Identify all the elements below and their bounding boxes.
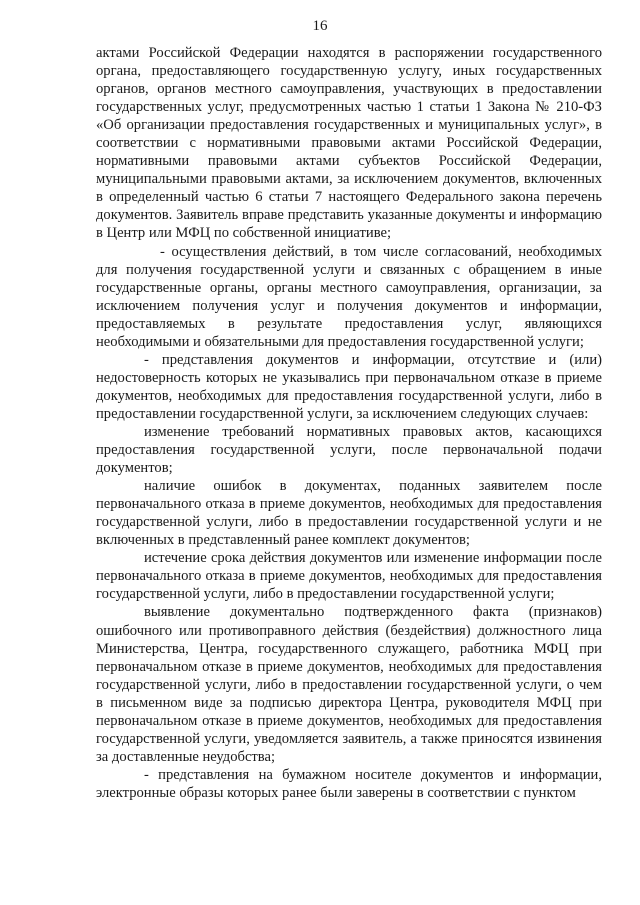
paragraph-1: актами Российской Федерации находятся в распоряжении государственного органа, предоставляющего государственную услугу, иных государственных органов, органов местного самоуправления, участвующих в предоставлении государственных услуг, предусмотренных частью 1 статьи 1 Закона № 210-ФЗ «Об организации предоставления государственных и муниципальных услуг», в соответствии с нормативными правовыми актами Российской Федерации, нормативными правовыми актами субъектов Российской Федерации, муниципальными правовыми актами, за исключением документов, включенных в определенный частью 6 статьи 7 настоящего Федерального закона перечень документов. Заявитель вправе представить указанные документы и информацию в Центр или МФЦ по собственной инициативе; <box>96 45 602 242</box>
page-number: 16 <box>312 18 328 34</box>
paragraph-7: выявление документально подтвержденного факта (признаков) ошибочного или противоправного действия (бездействия) должностного лица Министерства, Центра, государственного служащего, работника МФЦ при первоначальном отказе в приеме документов, необходимых для предоставления государственной услуги, либо в предоставлении государственной услуги, о чем в письменном виде за подписью директора Центра, руководителя МФЦ при первоначальном отказе в приеме документов, необходимых для предоставления государственной услуги, уведомляется заявитель, а также приносятся извинения за доставленные неудобства; <box>96 604 602 765</box>
paragraph-8: - представления на бумажном носителе документов и информации, электронные образы которых ранее были заверены в соответствии с пунктом <box>96 766 602 801</box>
paragraph-2: - осуществления действий, в том числе согласований, необходимых для получения государственной услуги и связанных с обращением в иные государственные органы, органы местного самоуправления, организации, за исключением получения услуг и получения документов и информации, предоставляемых в результате предоставления услуг, являющихся необходимыми и обязательными для предоставления государственной услуги; <box>96 243 602 350</box>
paragraph-4: изменение требований нормативных правовых актов, касающихся предоставления государственной услуги, после первоначальной подачи документов; <box>96 423 602 477</box>
paragraph-6: истечение срока действия документов или изменение информации после первоначального отказа в приеме документов, необходимых для предоставления государственной услуги, либо в предоставлении государственной услуги; <box>96 550 602 603</box>
paragraph-3: - представления документов и информации, отсутствие и (или) недостоверность которых не указывались при первоначальном отказе в приеме документов, необходимых для предоставления государственной услуги, либо в предоставлении государственной услуги, за исключением следующих случаев: <box>96 351 602 422</box>
paragraph-5: наличие ошибок в документах, поданных заявителем после первоначального отказа в приеме документов, необходимых для предоставления государственной услуги, либо в предоставлении государственной услуги и не включенных в представленный ранее комплект документов; <box>96 478 602 549</box>
document-body <box>96 44 602 802</box>
